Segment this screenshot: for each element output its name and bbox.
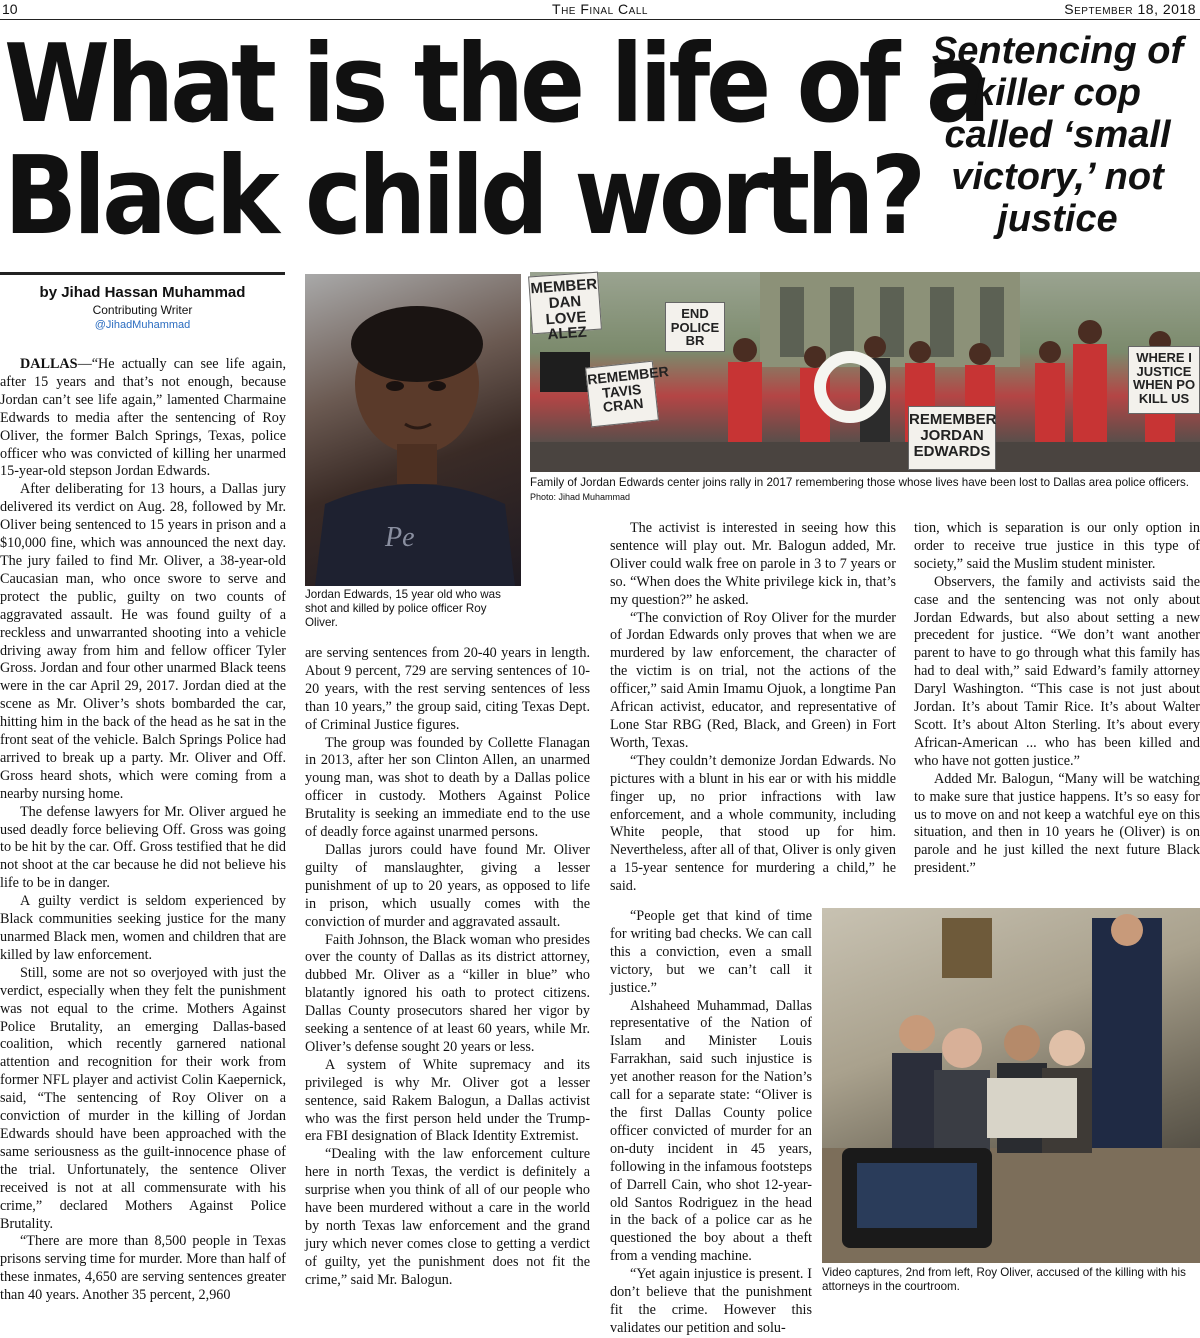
svg-text:Pe: Pe (385, 522, 415, 553)
article-paragraph: The defense lawyers for Mr. Oliver argued he used deadly force believing Off. Gross was going to be hit by the car. Off. Gross testified that he did not shoot at the car because he did not believe his life to be in danger. (0, 803, 286, 892)
article-paragraph: tion, which is separation is our only option in order to receive true justice in this type of society,” said the Muslim student minister. (914, 520, 1200, 572)
article-paragraph: “Dealing with the law enforcement culture here in north Texas, the verdict is definitely a surprise when you think of all of our people who have been murdered without a care in the world by north Texas law enforcement and the grand jury which never comes close to getting a verdict of guilty, yet the punishment does not fit the crime,” said Mr. Balogun. (305, 1146, 590, 1288)
courtroom-photo (822, 908, 1200, 1263)
article-paragraph: DALLAS—“He actually can see life again, after 15 years and that’s not enough, because Jordan can’t see life again,” lamented Charmaine Edwards to media after the sentencing of Roy Oliver, the former Balch Springs, Texas, police officer who was convicted of killing her unarmed 15-year-old stepson Jordan Edwards. (0, 356, 286, 480)
article-paragraph: After deliberating for 13 hours, a Dallas jury delivered its verdict on Aug. 28, followed by Mr. Oliver being sentenced to 15 years in prison and a $10,000 fine, which was announced the next day. The jury failed to find Mr. Oliver, a 38-year-old Caucasian man, who once swore to serve and protect the public, guilty on two counts of aggravated assault. He was found guilty of a reckless and unwarranted shooting into a vehicle driving away from him and fellow officer Tyler Gross. Jordan and four other unarmed Black teens were in the car April 29, 2017. Jordan died at the scene as Mr. Oliver’s shots bombarded the car, hitting him in the back of the head as he sat in the front seat of the vehicle. Balch Springs Police had arrived to break up a party. Mr. Oliver and Off. Gross heard shots, which were coming from a nearby nursing home. (0, 481, 286, 802)
article-paragraph: “People get that kind of time for writing bad checks. We can call this a conviction, even a small victory, but we can’t call it justice.” (610, 908, 812, 996)
headline-line-2: Black child worth? (4, 133, 923, 259)
article-paragraph: “Yet again injustice is present. I don’t believe that the punishment fit the crime. However this validates our petition and solu- (610, 1266, 812, 1336)
rally-photo (530, 272, 1200, 472)
issue-date: September 18, 2018 (1064, 1, 1196, 17)
article-paragraph: The activist is interested in seeing how this sentence will play out. Mr. Balogun added, Mr. Oliver could walk free on parole in 3 to 7 years or so. “When does the White privilege kick in, that’s my question?” he asked. (610, 520, 896, 608)
dateline: DALLAS (20, 356, 78, 372)
sign-remember-jordan: REMEMBER JORDAN EDWARDS (908, 406, 996, 470)
article-paragraph: Faith Johnson, the Black woman who presides over the county of Dallas as its district attorney, dubbed Mr. Oliver as a “killer in blue” who blatantly ignored his oath to protect citizens. Dallas County prosecutors shared her vigor by seeking a sentence of at least 60 years, while Mr. Oliver’s defense sought 20 years or less. (305, 931, 590, 1055)
courtroom-illustration (822, 908, 1200, 1263)
article-paragraph: Observers, the family and activists said the case and the sentencing was not only about Jordan Edwards, but also about setting a new precedent for justice. “We don’t want another parent to have to go through what this family has had to deal with,” said Edward’s family attorney Daryl Washington. “This case is not just about Jordan. It’s about Tamir Rice. It’s about Walter Scott. It’s about Alton Sterling. It’s about every African-American ... who has been killed and who have not gotten justice.” (914, 573, 1200, 769)
jordan-edwards-photo (305, 274, 521, 586)
rally-caption-text: Family of Jordan Edwards center joins rally in 2017 remembering those whose lives have been lost to Dallas area police officers. (530, 476, 1190, 489)
headline (4, 21, 987, 259)
sign-remember-dan: MEMBER DAN LOVE ALEZ (528, 272, 602, 335)
headline-line-1: What is the life of a (4, 21, 987, 147)
byline (0, 284, 285, 332)
article-column-4 (914, 520, 1200, 902)
publication-name: The Final Call (552, 1, 648, 17)
sign-remember-tavis: REMEMBER TAVIS CRAN (585, 361, 659, 428)
author-handle[interactable]: @JihadMuhammad (94, 319, 191, 331)
article-paragraph: Added Mr. Balogun, “Many will be watching to make sure that justice happens. It’s so easy for us to move on and not keep a watchful eye on this situation, and then in 10 years he (Oliver) is on parole and he just killed the next future Black president.” (914, 770, 1200, 877)
rally-photo-credit: Photo: Jihad Muhammad (530, 492, 631, 502)
article-paragraph: “The conviction of Roy Oliver for the murder of Jordan Edwards only proves that when we are murdered by law enforcement, the character of the victim is on trial, not the actions of the officer,” said Amin Imamu Ojuok, a longtime Pan African activist, educator, and representative of Lone Star RBG (Red, Black, and Green) in Fort Worth, Texas. (610, 609, 896, 751)
article-paragraph: Alshaheed Muhammad, Dallas representative of the Nation of Islam and Minister Louis Farrakhan, said such injustice is yet another reason for the Nation’s call for a separate state: “Oliver is the first Dallas County police officer convicted of murder for an on-duty incident in 45 years, following in the infamous footsteps of Darrell Cain, who shot 12-year-old Santos Rodriguez in the head in the back of a police car as he questioned the boy about a theft from a vending machine. (610, 997, 812, 1265)
article-paragraph: “There are more than 8,500 people in Texas prisons serving time for murder. More than half of these inmates, 4,650 are serving sentences greater than 40 years. Another 35 percent, 2,960 (0, 1233, 286, 1304)
article-paragraph: are serving sentences from 20-40 years in length. About 9 percent, 729 are serving sentences of 10-20 years, with the rest serving sentences of less than 10 years,” the group said, citing Texas Dept. of Criminal Justice figures. (305, 645, 590, 733)
page-number: 10 (2, 1, 18, 17)
article-column-2 (305, 645, 590, 1296)
photo-caption-boy: Jordan Edwards, 15 year old who was shot and killed by police officer Roy Oliver. (305, 588, 501, 629)
article-paragraph: A guilty verdict is seldom experienced by Black communities seeking justice for the many unarmed Black men, women and children that are killed by law enforcement. (0, 893, 286, 963)
author-name: by Jihad Hassan Muhammad (39, 284, 246, 301)
article-paragraph: The group was founded by Collette Flanagan in 2013, after her son Clinton Allen, an unarmed young man, was shot to death by a Dallas police officer in custody. Mothers Against Police Brutality is seeking an immediate end to the use of deadly force against unarmed persons. (305, 734, 590, 841)
photo-caption-rally (530, 476, 1200, 504)
byline-rule (0, 272, 285, 275)
masthead (0, 0, 1200, 20)
article-column-3 (610, 520, 896, 908)
article-paragraph: A system of White supremacy and its privileged is why Mr. Oliver got a lesser sentence, said Rakem Balogun, a Dallas activist who was the first person held under the Trump-era FBI designation of Black Identity Extremist. (305, 1056, 590, 1145)
photo-caption-court: Video captures, 2nd from left, Roy Oliver, accused of the killing with his attorneys in the courtroom. (822, 1266, 1186, 1293)
subheadline: Sentencing of killer cop called ‘small victory,’ not justice (931, 30, 1184, 240)
author-role: Contributing Writer (92, 303, 193, 317)
sign-end-police: END POLICE BR (665, 302, 725, 352)
article-column-1 (0, 356, 286, 1304)
sign-where-justice: WHERE I JUSTICE WHEN PO KILL US (1128, 346, 1200, 414)
article-column-3-continued (610, 908, 812, 1336)
article-paragraph: Dallas jurors could have found Mr. Oliver guilty of manslaughter, giving a lesser punishment of up to 20 years, as opposed to life in prison, which usually comes with the conviction of murder and aggravated assault. (305, 841, 590, 930)
article-paragraph: Still, some are not so overjoyed with just the verdict, especially when they felt the punishment was not equal to the crime. Mothers Against Police Brutality, an emerging Dallas-based coalition, which recently garnered national attention and recognition for their work from former NFL player and activist Colin Kaepernick, said, “The sentencing of Roy Oliver on a conviction of murder in the killing of Jordan Edwards should have been approached with the same seriousness as the guilt-innocence phase of the trial. Unfortunately, the sentence Oliver received is not at all commensurate with his crime,” declared Mothers Against Police Brutality. (0, 964, 286, 1232)
portrait-illustration (305, 274, 521, 586)
article-paragraph: “They couldn’t demonize Jordan Edwards. No pictures with a blunt in his ear or with his middle finger up, no prior infractions with law enforcement, and a whole community, including White people, that stood up for him. Nevertheless, after all of that, Oliver is only given a 15-year sentence for murdering a child,” he said. (610, 752, 896, 895)
